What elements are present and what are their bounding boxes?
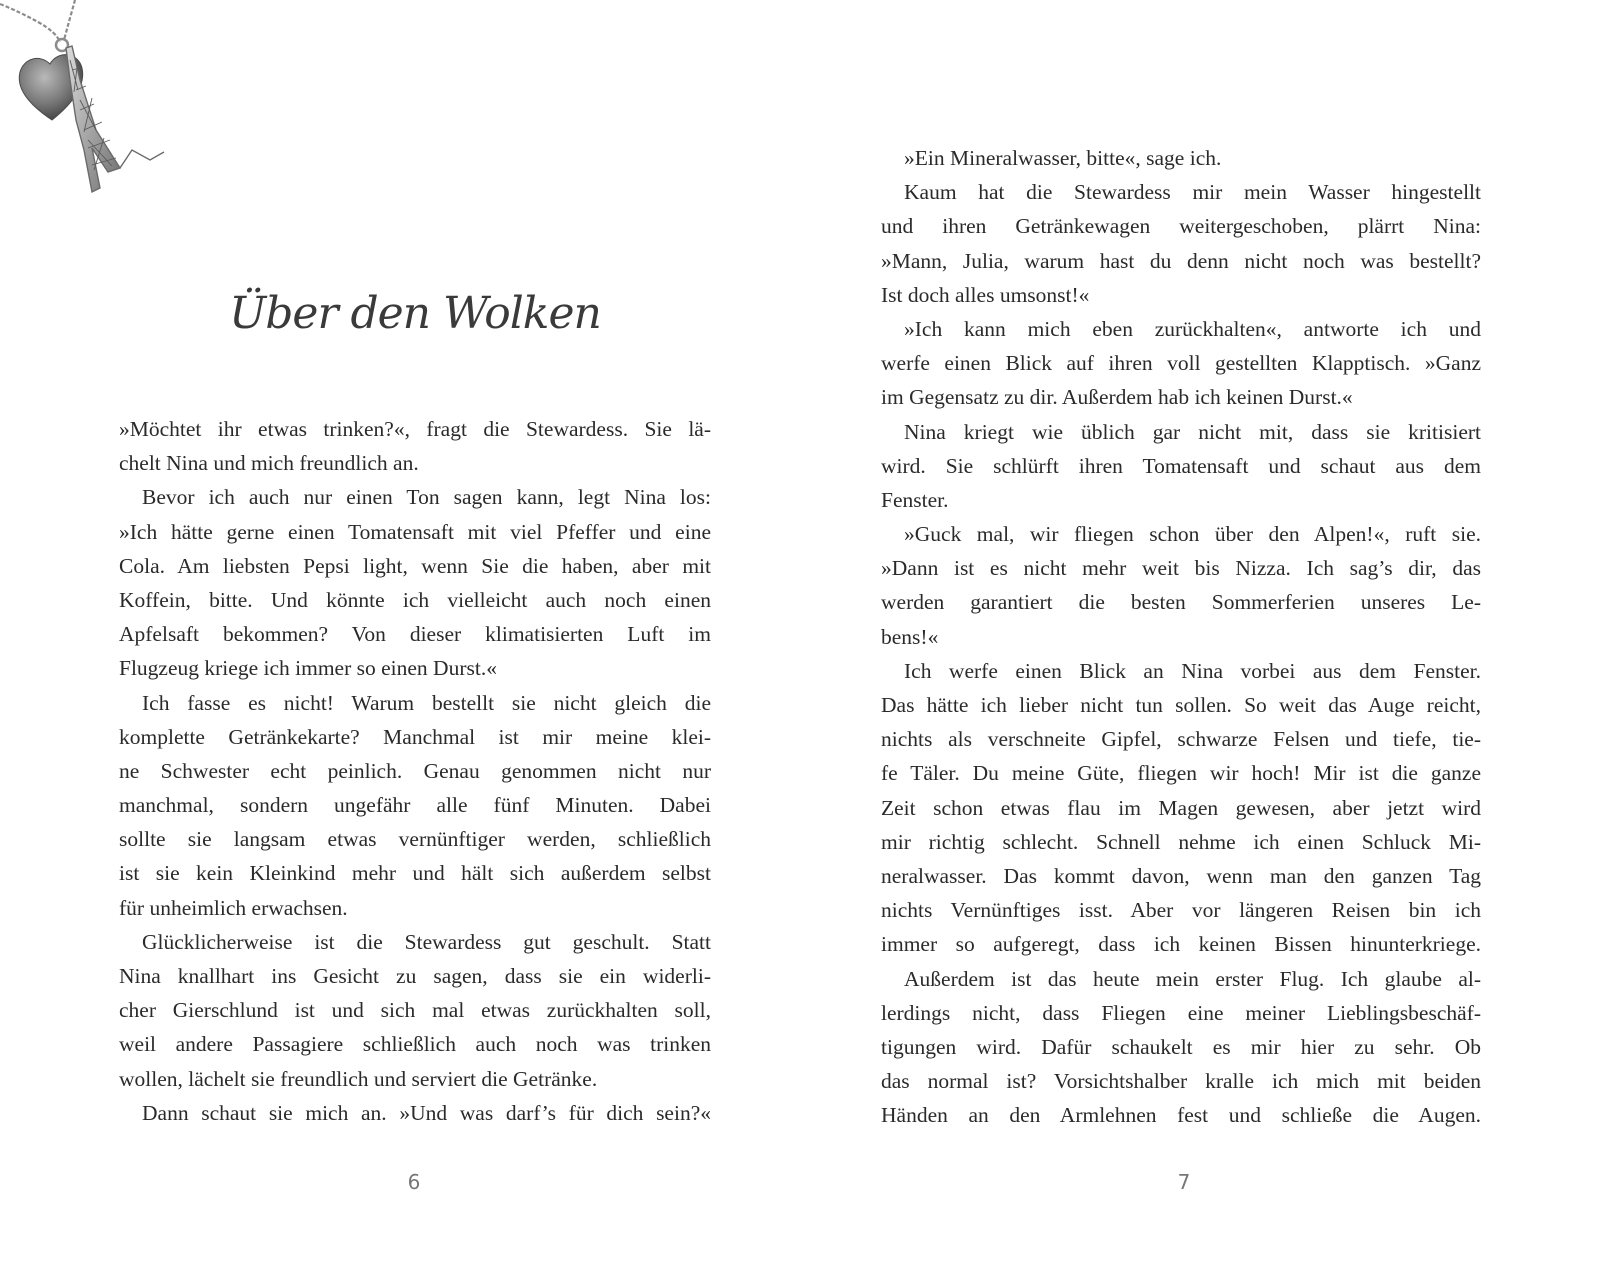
text-line: Das hätte ich lieber nicht tun sollen. So weit das Auge reicht,	[881, 693, 1481, 717]
text-line: Fenster.	[881, 487, 949, 512]
text-line: und ihren Getränkewagen weitergeschoben, plärrt Nina:	[881, 214, 1481, 239]
text-line: Dann schaut sie mich an. »Und was darf’s für dich sein?«	[142, 1100, 711, 1125]
text-line: Apfelsaft bekommen? Von dieser klimatisierten Luft im	[119, 622, 711, 647]
text-line: manchmal, sondern ungefähr alle fünf Minuten. Dabei	[119, 793, 711, 818]
text-line: nichts als verschneite Gipfel, schwarze Felsen und tiefe, tie-	[881, 727, 1481, 752]
text-line: werden garantiert die besten Sommerferien unseres Le-	[881, 590, 1481, 615]
text-line: nichts Vernünftiges isst. Aber vor längeren Reisen bin ich	[881, 898, 1481, 923]
text-line: sollte sie langsam etwas vernünftiger werden, schließlich	[119, 827, 711, 852]
text-line: »Ich kann mich eben zurückhalten«, antworte ich und	[904, 316, 1481, 341]
text-line: mir richtig schlecht. Schnell nehme ich einen Schluck Mi-	[881, 829, 1481, 854]
text-line: Nina kriegt wie üblich gar nicht mit, dass sie kritisiert	[904, 419, 1481, 444]
text-line: Cola. Am liebsten Pepsi light, wenn Sie die haben, aber mit	[119, 553, 711, 578]
text-line: immer so aufgeregt, dass ich keinen Bissen hinunterkriege.	[881, 932, 1481, 957]
text-line: Glücklicherweise ist die Stewardess gut geschult. Statt	[142, 929, 711, 954]
chapter-title: Über den Wolken	[229, 288, 601, 339]
text-line: Koffein, bitte. Und könnte ich vielleicht auch noch einen	[119, 587, 711, 612]
text-line: chelt Nina und mich freundlich an.	[119, 451, 419, 476]
left-page-body-text	[119, 412, 711, 1130]
text-line: lerdings nicht, dass Fliegen eine meiner Lieblingsbeschäf-	[881, 1000, 1481, 1025]
text-line: »Guck mal, wir fliegen schon über den Alpen!«, ruft sie.	[904, 522, 1481, 547]
text-line: Bevor ich auch nur einen Ton sagen kann, legt Nina los:	[142, 485, 711, 510]
text-line: Zeit schon etwas flau im Magen gewesen, aber jetzt wird	[881, 795, 1481, 820]
text-line: wird. Sie schlürft ihren Tomatensaft und schaut aus dem	[881, 453, 1481, 478]
text-line: tigungen wird. Dafür schaukelt es mir hier zu sehr. Ob	[881, 1034, 1481, 1059]
text-line: ist sie kein Kleinkind mehr und hält sich außerdem selbst	[119, 861, 711, 886]
text-line: komplette Getränkekarte? Manchmal ist mir meine klei-	[119, 724, 711, 749]
text-line: Flugzeug kriege ich immer so einen Durst.«	[119, 656, 497, 681]
right-page	[800, 0, 1600, 1274]
text-line: Außerdem ist das heute mein erster Flug. Ich glaube al-	[904, 966, 1481, 991]
page-number-left: 6	[407, 1170, 421, 1194]
text-line: Kaum hat die Stewardess mir mein Wasser hingestellt	[904, 180, 1481, 205]
text-line: »Dann ist es nicht mehr weit bis Nizza. Ich sag’s dir, das	[881, 556, 1481, 581]
text-line: das normal ist? Vorsichtshalber kralle ich mich mit beiden	[881, 1069, 1481, 1094]
heart-eiffel-charm-icon	[0, 0, 190, 205]
text-line: wollen, lächelt sie freundlich und serviert die Getränke.	[119, 1066, 598, 1091]
text-line: ne Schwester echt peinlich. Genau genommen nicht nur	[119, 758, 711, 783]
text-line: Ich fasse es nicht! Warum bestellt sie nicht gleich die	[142, 690, 711, 715]
text-line: cher Gierschlund ist und sich mal etwas zurückhalten soll,	[119, 998, 711, 1023]
right-page-body-text	[881, 141, 1481, 1132]
text-line: fe Täler. Du meine Güte, fliegen wir hoch! Mir ist die ganze	[881, 761, 1481, 786]
text-line: für unheimlich erwachsen.	[119, 895, 348, 920]
text-line: Ist doch alles umsonst!«	[881, 282, 1090, 307]
text-line: Nina knallhart ins Gesicht zu sagen, dass sie ein widerli-	[119, 964, 711, 988]
text-line: neralwasser. Das kommt davon, wenn man den ganzen Tag	[881, 863, 1481, 888]
text-line: »Ich hätte gerne einen Tomatensaft mit viel Pfeffer und eine	[119, 519, 711, 544]
text-line: Händen an den Armlehnen fest und schließe die Augen.	[881, 1103, 1481, 1128]
text-line: im Gegensatz zu dir. Außerdem hab ich keinen Durst.«	[881, 385, 1353, 410]
text-line: werfe einen Blick auf ihren voll gestellten Klapptisch. »Ganz	[881, 351, 1481, 376]
text-line: bens!«	[881, 624, 939, 649]
text-line: Ich werfe einen Blick an Nina vorbei aus dem Fenster.	[904, 658, 1481, 683]
page-number-right: 7	[1177, 1170, 1191, 1194]
text-line: »Mann, Julia, warum hast du denn nicht noch was bestellt?	[881, 248, 1481, 273]
text-line: »Möchtet ihr etwas trinken?«, fragt die Stewardess. Sie lä-	[119, 417, 711, 441]
text-line: »Ein Mineralwasser, bitte«, sage ich.	[904, 146, 1222, 170]
text-line: weil andere Passagiere schließlich auch noch was trinken	[119, 1032, 711, 1057]
